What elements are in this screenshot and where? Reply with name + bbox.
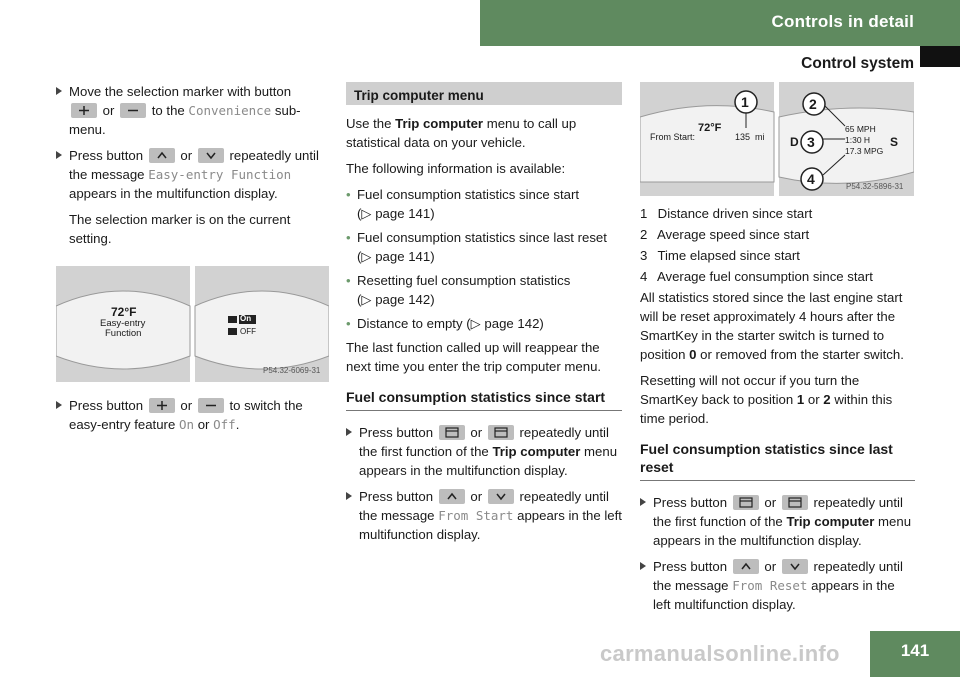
- fig-distance: 135: [735, 132, 751, 142]
- available-text: The following information is available:: [346, 161, 566, 176]
- bullet-icon: •: [346, 273, 351, 288]
- header-band: [480, 0, 960, 46]
- legend-item: 3 Time elapsed since start: [640, 248, 800, 263]
- column-2: [346, 82, 622, 551]
- subsection-title: Control system: [801, 55, 914, 72]
- step: Press button or to switch the easy-entry feature On or Off.: [56, 396, 328, 434]
- callout-3: 3: [807, 134, 815, 150]
- fig-temp: 72°F: [698, 122, 722, 134]
- step-arrow-icon: [640, 562, 646, 570]
- legend-item: 2 Average speed since start: [640, 227, 810, 242]
- column-3: [640, 82, 915, 621]
- callout-4: 4: [807, 171, 815, 187]
- column-1: [56, 82, 328, 441]
- plus-button-icon: [149, 398, 175, 413]
- down-arrow-button-icon: [198, 148, 224, 163]
- fig-unit: mi: [755, 132, 765, 142]
- page-number: 141: [900, 641, 930, 660]
- fig-ref: P54.32-6069-31: [263, 366, 321, 375]
- intro: Use the Trip computer menu to call up statistical data on your vehicle.: [346, 116, 577, 150]
- minus-button-icon: [198, 398, 224, 413]
- bullet-icon: •: [346, 187, 351, 202]
- list-item: • Fuel consumption statistics since start (▷ page 141): [346, 187, 580, 221]
- page-number-box: [870, 631, 960, 677]
- last-function-text: The last function called up will reappear the next time you enter the trip computer menu.: [346, 340, 602, 374]
- callout-2: 2: [809, 96, 817, 112]
- step-arrow-icon: [346, 428, 352, 436]
- menu-left-button-icon: [439, 425, 465, 440]
- menu-right-button-icon: [782, 495, 808, 510]
- fig-off: OFF: [240, 327, 256, 336]
- fig-time: 1:30 H: [845, 135, 871, 145]
- step-arrow-icon: [56, 151, 62, 159]
- step: Press button or repeatedly until the first function of the Trip computer menu appears in the multifunction display.: [346, 423, 622, 480]
- fig-temp: 72°F: [111, 305, 137, 319]
- bullet-icon: •: [346, 316, 351, 331]
- step: Press button or repeatedly until the message Easy-entry Function appears in the multifunction display.: [56, 146, 328, 203]
- fig-ref: P54.32-5896-31: [846, 182, 904, 191]
- note: The selection marker is on the current setting.: [69, 212, 291, 246]
- step: Press button or repeatedly until the first function of the Trip computer menu appears in the multifunction display.: [640, 493, 915, 550]
- step: Press button or repeatedly until the message From Reset appears in the left multifunction display.: [640, 557, 915, 614]
- step: Press button or repeatedly until the message From Start appears in the left multifunction display.: [346, 487, 622, 544]
- bullet-icon: •: [346, 230, 351, 245]
- fig-on: On: [240, 314, 252, 323]
- section-header-trip-computer: Trip computer menu: [346, 82, 622, 105]
- legend-item: 1 Distance driven since start: [640, 206, 813, 221]
- list-item: • Resetting fuel consumption statistics (▷ page 142): [346, 273, 571, 307]
- fig-speed: 65 MPH: [845, 124, 876, 134]
- step-arrow-icon: [56, 401, 62, 409]
- list-item: • Distance to empty (▷ page 142): [346, 316, 544, 331]
- fig-line1: Easy-entry: [100, 318, 146, 329]
- watermark: carmanualsonline.info: [600, 641, 840, 666]
- step-arrow-icon: [346, 492, 352, 500]
- up-arrow-button-icon: [149, 148, 175, 163]
- plus-button-icon: [71, 103, 97, 118]
- header-marker: [920, 46, 960, 67]
- reset-paragraph: All statistics stored since the last engine start will be reset approximately 4 hours after the SmartKey in the starter switch is turned to position 0 or removed from the starter switch.: [640, 290, 904, 362]
- fig-d: D: [790, 135, 799, 149]
- list-item: • Fuel consumption statistics since last reset (▷ page 141): [346, 230, 607, 264]
- step: Move the selection marker with button or to the Convenience sub-menu.: [56, 82, 328, 139]
- heading-fuel-since-reset: Fuel consumption statistics since last reset: [640, 440, 915, 481]
- up-arrow-button-icon: [733, 559, 759, 574]
- minus-button-icon: [120, 103, 146, 118]
- up-arrow-button-icon: [439, 489, 465, 504]
- fig-mpg: 17.3 MPG: [845, 146, 884, 156]
- no-reset-paragraph: Resetting will not occur if you turn the SmartKey back to position 1 or 2 within this time period.: [640, 373, 893, 426]
- down-arrow-button-icon: [782, 559, 808, 574]
- figure-easy-entry: [56, 266, 329, 382]
- step-arrow-icon: [640, 498, 646, 506]
- legend-item: 4 Average fuel consumption since start: [640, 269, 873, 284]
- fig-line2: Function: [105, 328, 142, 339]
- fig-from-start: From Start:: [650, 132, 696, 142]
- menu-right-button-icon: [488, 425, 514, 440]
- callout-1: 1: [741, 94, 749, 110]
- heading-fuel-since-start: Fuel consumption statistics since start: [346, 388, 622, 411]
- menu-left-button-icon: [733, 495, 759, 510]
- down-arrow-button-icon: [488, 489, 514, 504]
- section-title: Controls in detail: [771, 12, 914, 31]
- fig-s: S: [890, 135, 899, 149]
- legend-list: [640, 204, 915, 286]
- step-arrow-icon: [56, 87, 62, 95]
- figure-trip-computer: [640, 82, 914, 196]
